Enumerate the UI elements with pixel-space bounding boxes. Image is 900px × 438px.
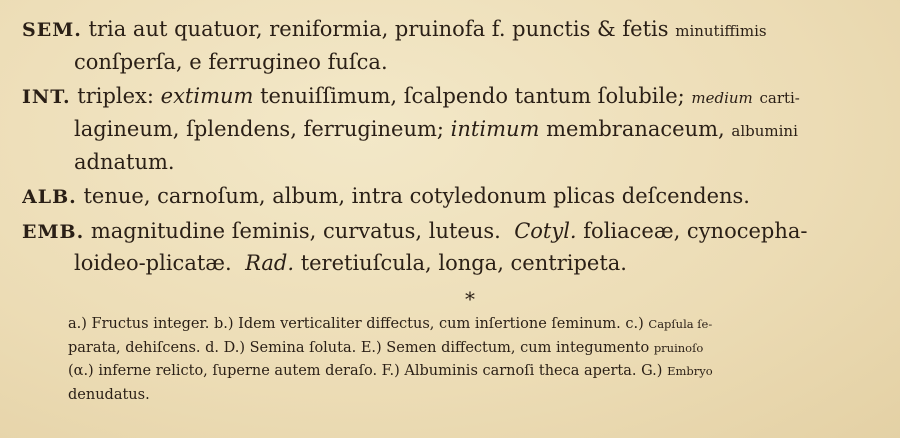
- section-separator: *: [465, 287, 475, 311]
- note-line: [68, 313, 878, 337]
- entry-line: [22, 181, 878, 213]
- note-text-small: pruinoſo: [653, 340, 704, 355]
- entry-text: tria aut quatuor, reniformia, pruinofa f. punctis & fetis: [88, 17, 669, 41]
- figure-explanation: [22, 313, 878, 407]
- entry-albumen: [22, 181, 878, 213]
- entry-integumentum: [22, 81, 878, 178]
- entry-line: [22, 81, 878, 114]
- note-text: (α.) inferne relicto, ſuperne autem deraſo. F.) Albuminis carnoſi theca aperta. G.): [68, 363, 663, 379]
- entry-line: [22, 147, 878, 178]
- entry-label: ALB.: [22, 186, 77, 208]
- entry-text-small: minutiffimis: [675, 22, 767, 40]
- note-text-small: Embryo: [667, 364, 713, 378]
- entry-text-small: albumini: [731, 122, 798, 140]
- entry-text: foliaceæ, cynocepha-: [583, 219, 808, 243]
- entry-line: [22, 14, 878, 47]
- entry-text: triplex:: [77, 84, 154, 108]
- entry-text-small: carti-: [759, 89, 800, 107]
- entry-text: teretiuſcula, longa, centripeta.: [300, 251, 627, 275]
- entry-text: magnitudine ſeminis, curvatus, luteus.: [90, 219, 501, 243]
- note-text: parata, dehiſcens. d. D.) Semina ſoluta. E.) Semen diffectum, cum integumento: [68, 339, 650, 356]
- entry-text-italic: intimum: [450, 117, 540, 141]
- entry-line: [22, 114, 878, 147]
- entry-label: INT.: [22, 86, 71, 108]
- note-text: a.) Fructus integer. b.) Idem verticaliter diffectus, cum inſertione ſeminum. c.): [68, 316, 644, 332]
- entry-line: [22, 216, 878, 248]
- note-text: denudatus.: [68, 386, 150, 403]
- note-text-small: Capſula ſe-: [648, 317, 713, 331]
- entry-text: lagineum, ſplendens, ferrugineum;: [74, 117, 444, 141]
- entry-label: EMB.: [22, 221, 85, 243]
- entry-semen: [22, 14, 878, 78]
- note-line: [68, 360, 878, 384]
- entry-text-italic: Rad.: [245, 251, 294, 275]
- entry-line: [22, 248, 878, 279]
- entry-text: tenuiſſimum, ſcalpendo tantum ſolubile;: [260, 84, 685, 108]
- entry-text-italic: Cotyl.: [514, 219, 577, 243]
- entry-embryo: [22, 216, 878, 279]
- entry-text-italic-small: medium: [691, 89, 753, 107]
- entry-text-italic: extimum: [160, 84, 254, 108]
- entry-text: membranaceum,: [546, 117, 725, 141]
- entry-text: tenue, carnoſum, album, intra cotyledonum plicas deſcendens.: [83, 184, 750, 208]
- note-line: [68, 337, 878, 361]
- entry-text: loideo-plicatæ.: [74, 251, 232, 275]
- entry-text: conſperſa, e ferrugineo fuſca.: [74, 50, 388, 74]
- entry-line: [22, 47, 878, 78]
- entry-label: SEM.: [22, 19, 82, 41]
- entry-text: adnatum.: [74, 150, 175, 174]
- note-line: [68, 384, 878, 408]
